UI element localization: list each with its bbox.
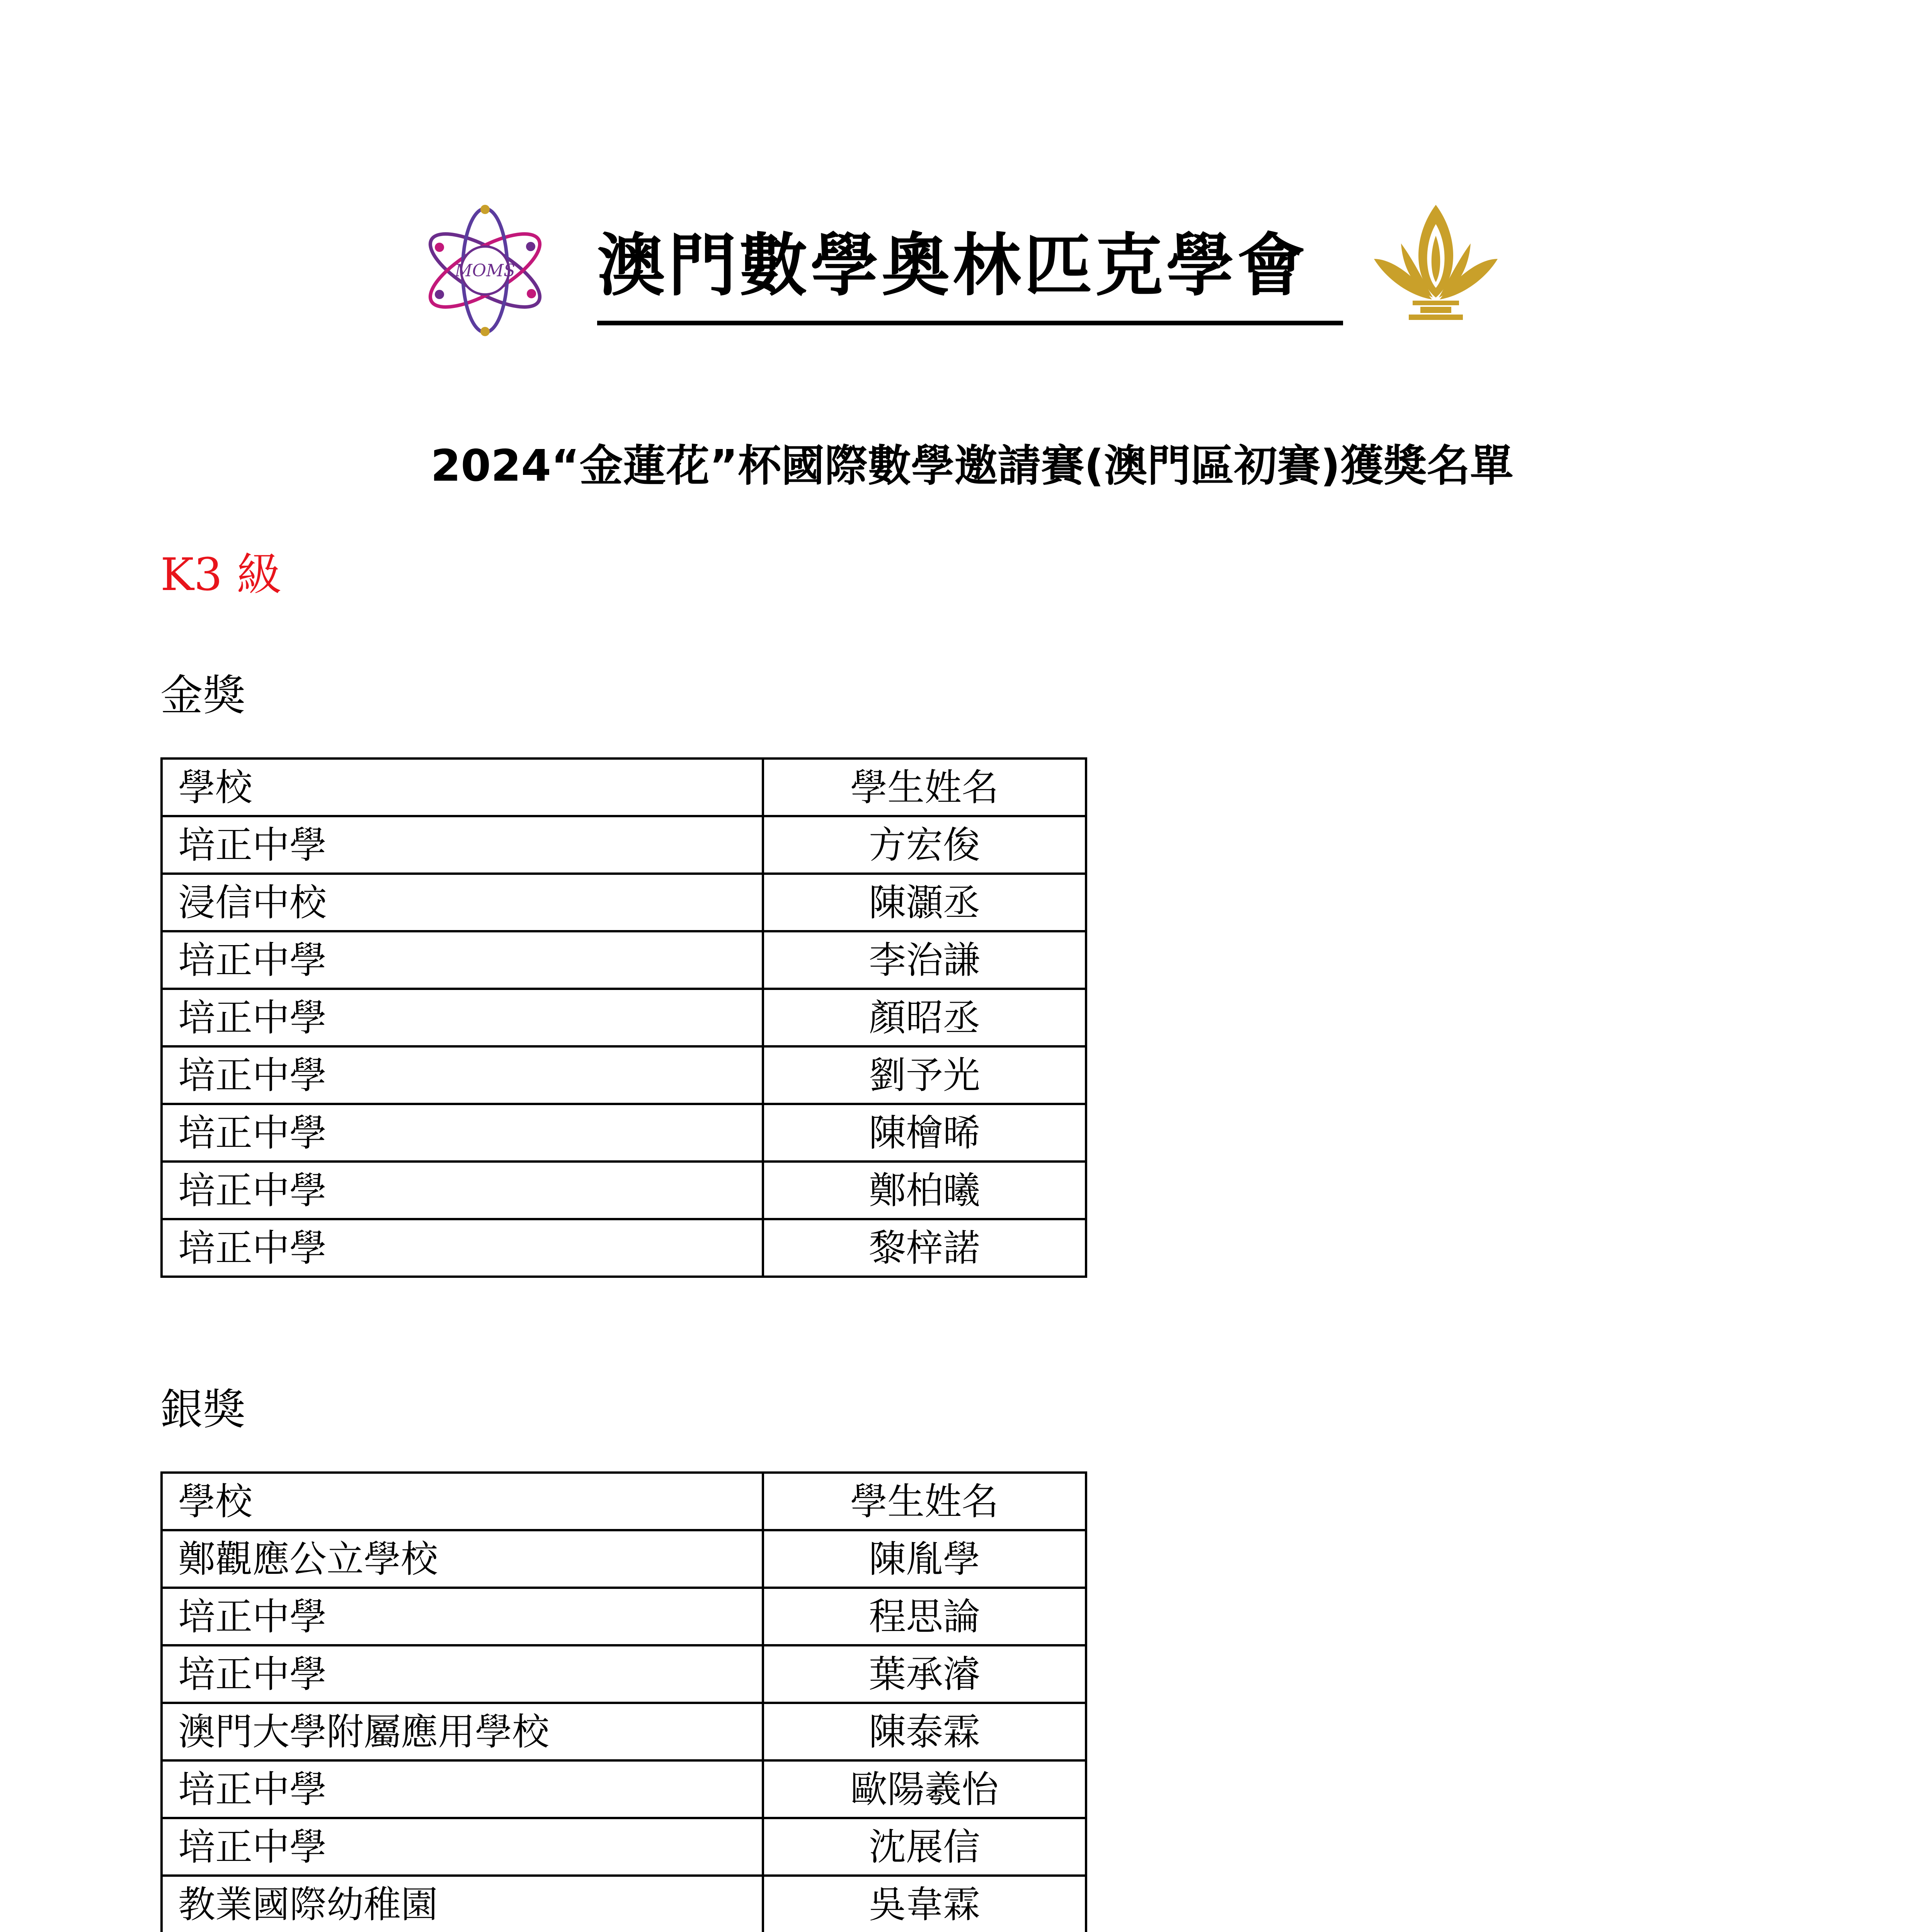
student-name-cell: 顏昭丞 [763, 989, 1086, 1046]
document-title: 2024“金蓮花”杯國際數學邀請賽(澳門區初賽)獲獎名單 [431, 441, 1514, 491]
school-cell: 培正中學 [162, 816, 763, 874]
school-cell: 培正中學 [162, 1162, 763, 1219]
student-name-cell: 歐陽羲怡 [763, 1760, 1086, 1818]
table-row [162, 1219, 1086, 1277]
gold-award-table [160, 757, 1087, 1278]
table-row [162, 1645, 1086, 1703]
level-heading: K3 級 [160, 549, 282, 601]
column-header-student-name: 學生姓名 [763, 1473, 1086, 1530]
student-name-cell: 黎梓諾 [763, 1219, 1086, 1277]
table-row [162, 816, 1086, 874]
school-cell: 培正中學 [162, 1760, 763, 1818]
school-cell: 培正中學 [162, 1046, 763, 1104]
student-name-cell: 陳檜晞 [763, 1104, 1086, 1162]
school-cell: 培正中學 [162, 1588, 763, 1645]
column-header-student-name: 學生姓名 [763, 759, 1086, 816]
society-atom-logo-icon [415, 201, 555, 340]
school-cell: 培正中學 [162, 1645, 763, 1703]
student-name-cell: 劉予光 [763, 1046, 1086, 1104]
student-name-cell: 陳灝丞 [763, 874, 1086, 931]
school-cell: 培正中學 [162, 1818, 763, 1876]
student-name-cell: 葉承濬 [763, 1645, 1086, 1703]
table-row [162, 1046, 1086, 1104]
title-underline [597, 321, 1343, 325]
table-row [162, 1588, 1086, 1645]
school-cell: 浸信中校 [162, 874, 763, 931]
student-name-cell: 吳韋霖 [763, 1876, 1086, 1932]
table-row [162, 1530, 1086, 1588]
student-name-cell: 沈展信 [763, 1818, 1086, 1876]
gold-award-heading: 金獎 [160, 671, 245, 720]
school-cell: 培正中學 [162, 989, 763, 1046]
school-cell: 培正中學 [162, 1104, 763, 1162]
table-row [162, 1760, 1086, 1818]
table-row [162, 874, 1086, 931]
table-row [162, 1876, 1086, 1932]
student-name-cell: 陳泰霖 [763, 1703, 1086, 1760]
school-cell: 培正中學 [162, 1219, 763, 1277]
student-name-cell: 陳胤學 [763, 1530, 1086, 1588]
table-row [162, 989, 1086, 1046]
table-header-row [162, 1473, 1086, 1530]
school-cell: 澳門大學附屬應用學校 [162, 1703, 763, 1760]
table-row [162, 1162, 1086, 1219]
school-cell: 培正中學 [162, 931, 763, 989]
column-header-school: 學校 [162, 1473, 763, 1530]
student-name-cell: 方宏俊 [763, 816, 1086, 874]
student-name-cell: 鄭柏曦 [763, 1162, 1086, 1219]
column-header-school: 學校 [162, 759, 763, 816]
table-row [162, 1818, 1086, 1876]
silver-award-table [160, 1471, 1087, 1932]
school-cell: 教業國際幼稚園 [162, 1876, 763, 1932]
table-row [162, 1703, 1086, 1760]
logo-lettering: MOMS [455, 261, 516, 281]
organization-name: 澳門數學奧林匹克學會 [597, 226, 1309, 305]
table-header-row [162, 759, 1086, 816]
school-cell: 鄭觀應公立學校 [162, 1530, 763, 1588]
page-header [415, 201, 1498, 340]
table-row [162, 931, 1086, 989]
silver-award-heading: 銀獎 [160, 1385, 245, 1434]
student-name-cell: 程思論 [763, 1588, 1086, 1645]
golden-lotus-logo-icon [1366, 201, 1505, 328]
table-row [162, 1104, 1086, 1162]
student-name-cell: 李治謙 [763, 931, 1086, 989]
